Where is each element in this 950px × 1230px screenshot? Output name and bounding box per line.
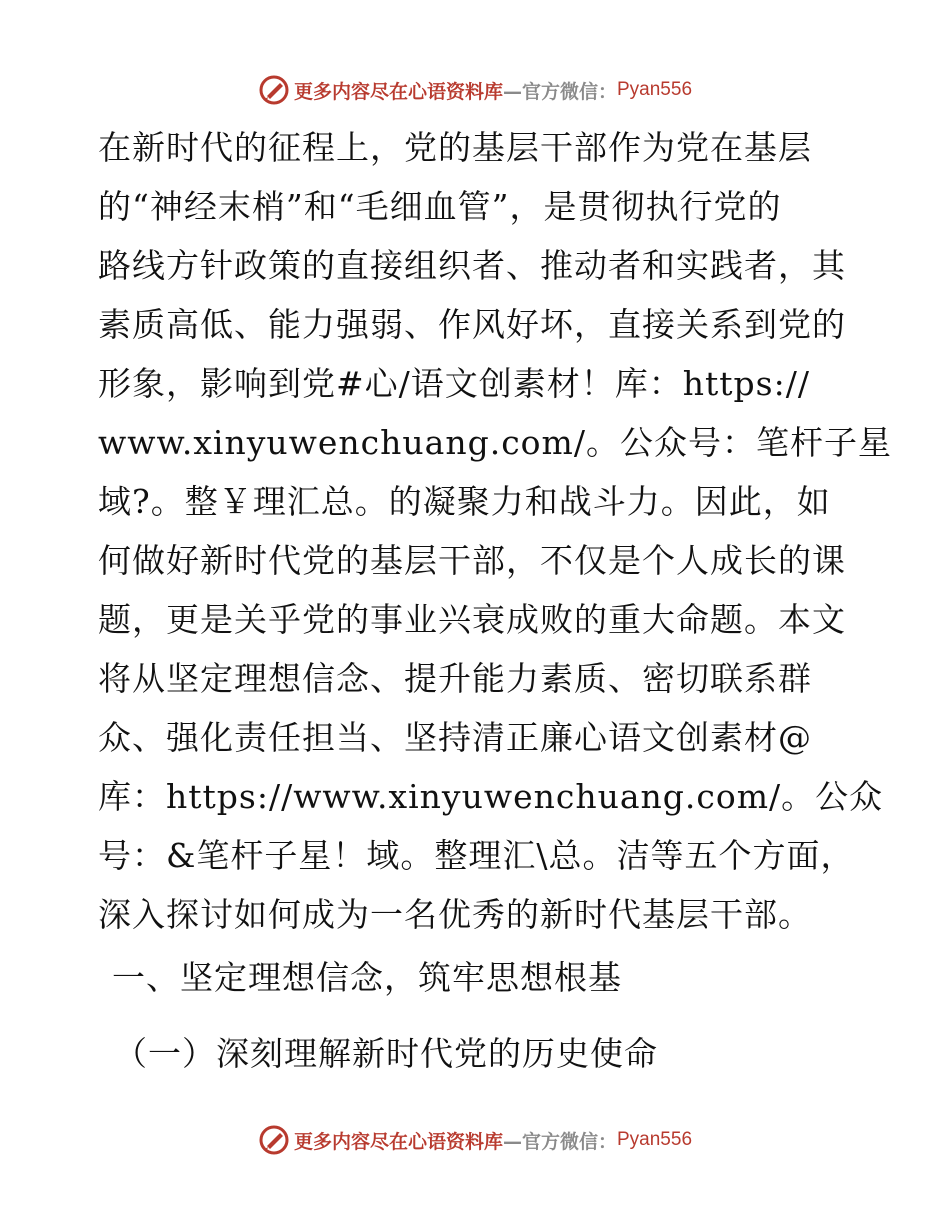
- watermark-brand-text: 更多内容尽在心语资料库: [293, 1130, 503, 1153]
- paragraph-line: 深入探讨如何成为一名优秀的新时代基层干部。: [98, 895, 812, 934]
- watermark-dash-text: —官方微信：: [502, 80, 617, 103]
- subsection-heading: （一）深刻理解新时代党的历史使命: [114, 1034, 658, 1073]
- paragraph-line: 素质高低、能力强弱、作风好坏，直接关系到党的: [98, 305, 846, 344]
- paragraph-line: 库：https://www.xinyuwenchuang.com/。公众: [98, 777, 884, 816]
- watermark-id-text: Pyan556: [617, 1129, 693, 1150]
- paragraph-line: 何做好新时代党的基层干部，不仅是个人成长的课: [98, 541, 846, 580]
- watermark-dash-text: —官方微信：: [502, 1130, 617, 1153]
- brand-logo-icon: [258, 1124, 290, 1156]
- paragraph-line: 形象，影响到党#心/语文创素材！库：https://: [98, 364, 810, 403]
- paragraph-line: www.xinyuwenchuang.com/。公众号：笔杆子星: [98, 423, 892, 462]
- body-paragraph: [98, 118, 892, 944]
- paragraph-line: 号：&笔杆子星！域。整理汇\总。洁等五个方面，: [98, 836, 855, 875]
- footer-watermark: [0, 1120, 950, 1160]
- paragraph-line: 在新时代的征程上，党的基层干部作为党在基层: [98, 128, 812, 167]
- section-heading: 一、坚定理想信念，筑牢思想根基: [112, 958, 622, 997]
- watermark-brand-text: 更多内容尽在心语资料库: [293, 80, 503, 103]
- paragraph-line: 题，更是关乎党的事业兴衰成败的重大命题。本文: [98, 600, 846, 639]
- paragraph-line: 路线方针政策的直接组织者、推动者和实践者，其: [98, 246, 846, 285]
- paragraph-line: 将从坚定理想信念、提升能力素质、密切联系群: [98, 659, 812, 698]
- paragraph-line: 的“神经末梢”和“毛细血管”，是贯彻执行党的: [98, 187, 782, 226]
- watermark-id-text: Pyan556: [617, 79, 693, 100]
- paragraph-line: 众、强化责任担当、坚持清正廉心语文创素材@: [98, 718, 812, 757]
- brand-logo-icon: [258, 74, 290, 106]
- header-watermark: [0, 70, 950, 110]
- paragraph-line: 域?。整￥理汇总。的凝聚力和战斗力。因此，如: [98, 482, 831, 521]
